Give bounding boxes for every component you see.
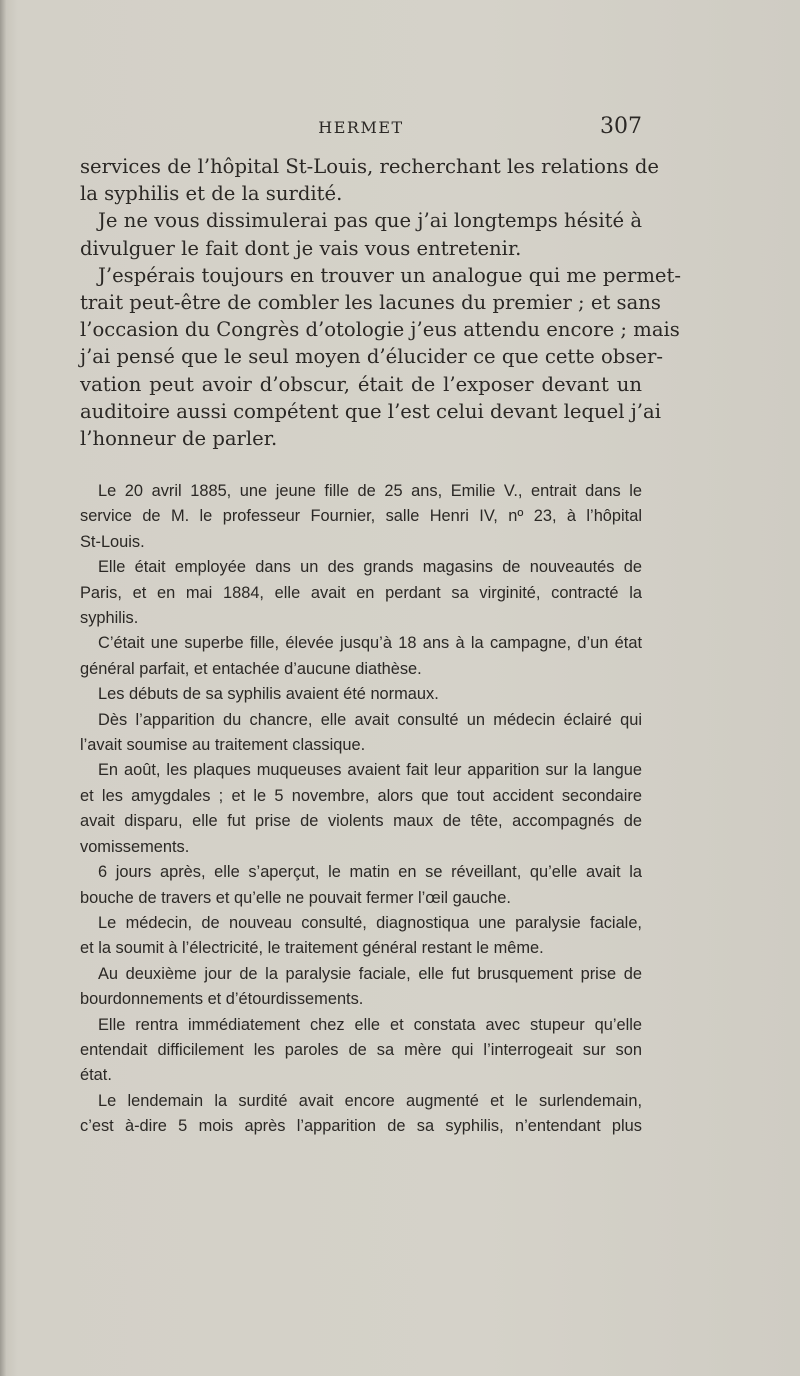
case-report-text xyxy=(80,479,642,1140)
case-line: avait disparu, elle fut prise de violents maux de tête, accompagnés de xyxy=(80,812,642,831)
intro-text xyxy=(80,153,681,452)
case-line: Au deuxième jour de la paralysie faciale, elle fut brusquement prise de xyxy=(98,964,642,983)
case-line: En août, les plaques muqueuses avaient fait leur apparition sur la langue xyxy=(98,761,642,780)
case-line: Elle rentra immédiatement chez elle et constata avec stupeur qu’elle xyxy=(98,1015,642,1034)
intro-line: l’honneur de parler. xyxy=(80,427,278,451)
case-line: C’était une superbe fille, élevée jusqu’à 18 ans à la campagne, d’un état xyxy=(98,634,642,653)
intro-line: l’occasion du Congrès d’otologie j’eus attendu encore ; mais xyxy=(80,318,680,342)
case-line: et la soumit à l’électricité, le traitement général restant le même. xyxy=(80,939,544,958)
intro-line: Je ne vous dissimulerai pas que j’ai longtemps hésité à xyxy=(98,209,642,233)
case-line: l’avait soumise au traitement classique. xyxy=(80,736,366,755)
intro-line: auditoire aussi compétent que l’est celui devant lequel j’ai xyxy=(80,399,661,423)
case-line: bourdonnements et d’étourdissements. xyxy=(80,990,364,1009)
case-line: syphilis. xyxy=(80,609,139,628)
case-line: c’est à-dire 5 mois après l’apparition de sa syphilis, n’entendant plus xyxy=(80,1117,642,1136)
intro-line: vation peut avoir d’obscur, était de l’exposer devant un xyxy=(80,372,642,396)
intro-line: J’espérais toujours en trouver un analogue qui me permet- xyxy=(98,263,681,287)
case-line: général parfait, et entachée d’aucune diathèse. xyxy=(80,659,422,678)
case-line: St-Louis. xyxy=(80,532,145,551)
case-line: état. xyxy=(80,1066,112,1085)
case-line: Le 20 avril 1885, une jeune fille de 25 ans, Emilie V., entrait dans le xyxy=(98,482,642,500)
case-line: entendait difficilement les paroles de sa mère qui l’interrogeait sur son xyxy=(80,1040,642,1059)
case-line: Paris, et en mai 1884, elle avait en perdant sa virginité, contracté la xyxy=(80,583,642,602)
intro-line: divulguer le fait dont je vais vous entretenir. xyxy=(80,236,522,260)
page-spine-shadow xyxy=(0,0,6,1376)
case-line: 6 jours après, elle s’aperçut, le matin en se réveillant, qu’elle avait la xyxy=(98,863,642,882)
intro-line: trait peut-être de combler les lacunes du premier ; et sans xyxy=(80,291,661,315)
case-line: et les amygdales ; et le 5 novembre, alors que tout accident secondaire xyxy=(80,786,642,805)
case-line: Le lendemain la surdité avait encore augmenté et le surlendemain, xyxy=(98,1091,642,1110)
case-line: vomissements. xyxy=(80,837,190,856)
case-line: service de M. le professeur Fournier, salle Henri IV, nº 23, à l’hôpital xyxy=(80,507,642,526)
running-head: HERMET xyxy=(318,118,404,137)
case-line: Elle était employée dans un des grands magasins de nouveautés de xyxy=(98,558,642,577)
page-number: 307 xyxy=(600,114,642,139)
intro-line: services de l’hôpital St-Louis, recherchant les relations de xyxy=(80,155,660,178)
page-header xyxy=(80,114,642,144)
case-line: Les débuts de sa syphilis avaient été normaux. xyxy=(98,685,439,704)
intro-line: la syphilis et de la surdité. xyxy=(80,182,343,206)
case-line: Le médecin, de nouveau consulté, diagnostiqua une paralysie faciale, xyxy=(98,913,642,932)
intro-line: j’ai pensé que le seul moyen d’élucider ce que cette obser- xyxy=(80,345,663,369)
case-line: Dès l’apparition du chancre, elle avait consulté un médecin éclairé qui xyxy=(98,710,642,729)
case-line: bouche de travers et qu’elle ne pouvait fermer l’œil gauche. xyxy=(80,888,511,907)
